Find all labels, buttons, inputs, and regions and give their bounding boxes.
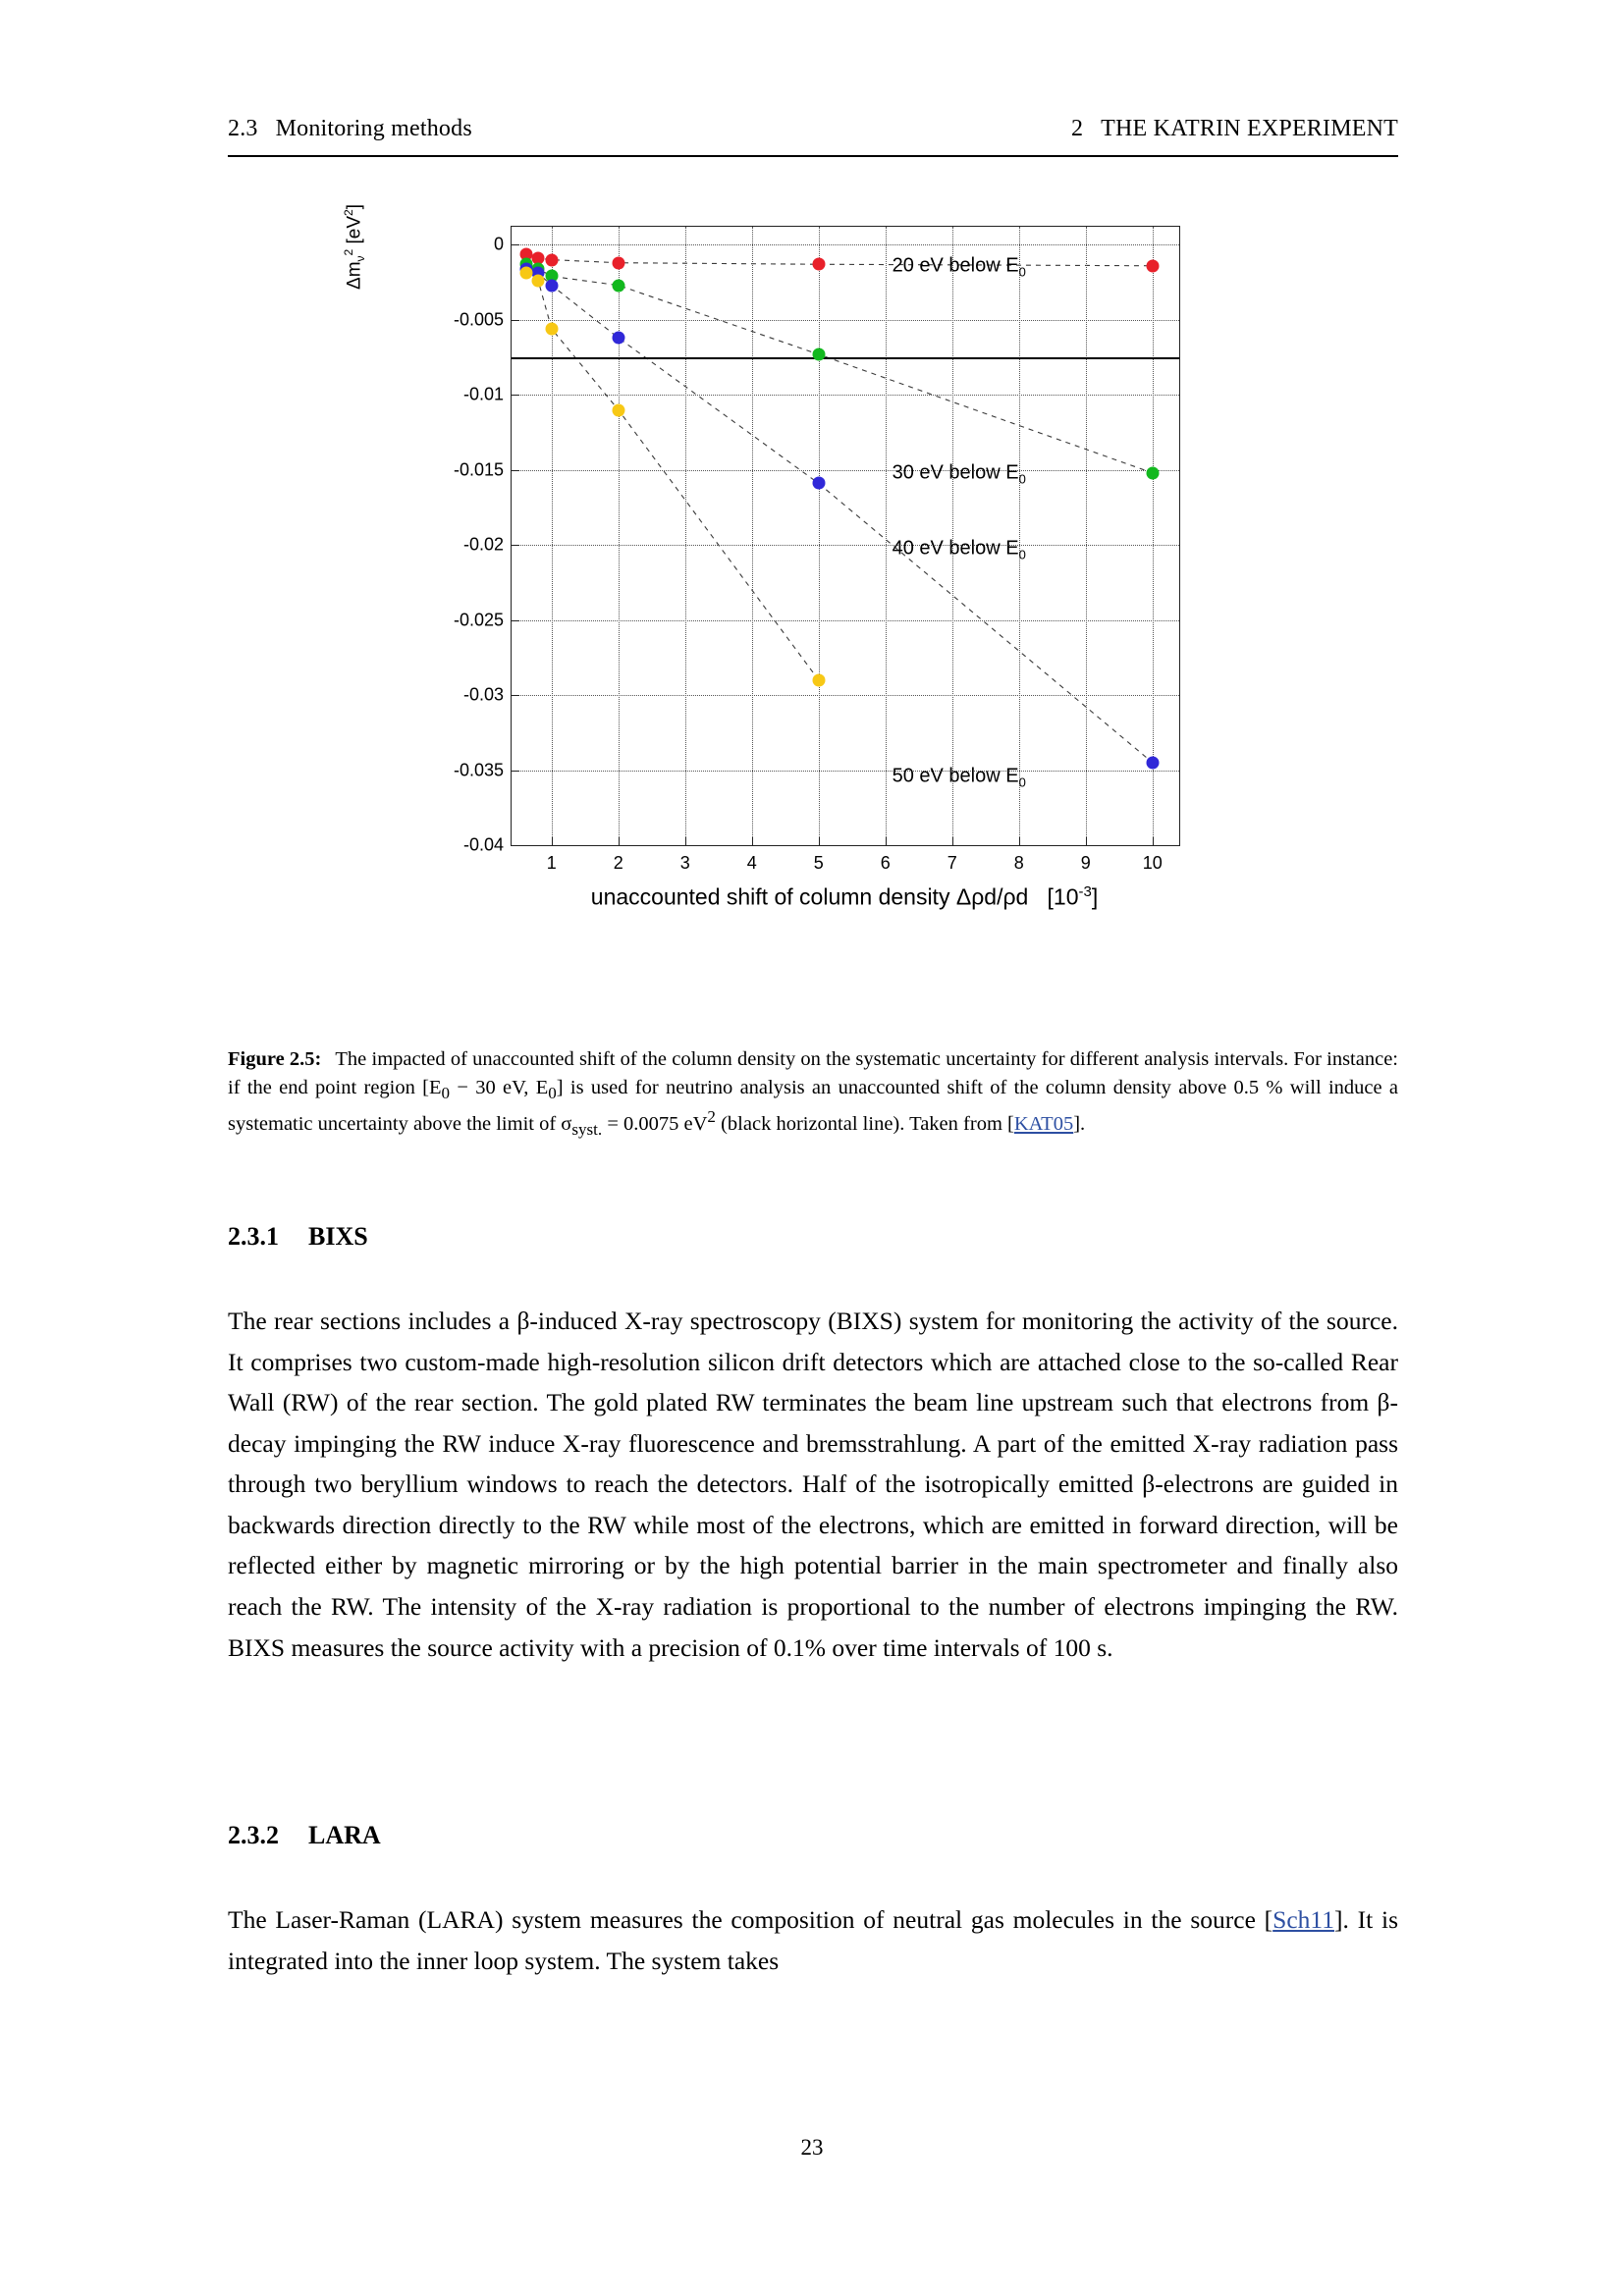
paragraph-lara-suffix: ]. It is integrated into the inner loop system. The system takes <box>228 1905 1398 1975</box>
x-tickmark <box>685 837 686 845</box>
running-head <box>228 116 1398 142</box>
caption-sub-2: 0 <box>548 1084 557 1103</box>
y-gridline <box>512 320 1179 321</box>
data-point <box>612 279 624 292</box>
y-tickmark <box>512 395 519 396</box>
series-line <box>526 264 1153 473</box>
figure-caption <box>228 1045 1398 1143</box>
x-tick-label: 7 <box>947 853 957 873</box>
data-point <box>545 253 558 266</box>
plot-annotation: 40 eV below $E_0$ <box>892 537 1026 562</box>
paragraph-lara <box>228 1899 1398 1981</box>
y-tickmark <box>512 771 519 772</box>
x-tick-label: 2 <box>613 853 623 873</box>
y-gridline <box>512 771 1179 772</box>
y-gridline <box>512 395 1179 396</box>
caption-text-5: (black horizontal line). Taken from [ <box>715 1113 1014 1136</box>
x-tick-label: 5 <box>813 853 824 873</box>
y-gridline <box>512 545 1179 546</box>
header-section-number: 2.3 <box>228 116 258 141</box>
data-point <box>812 347 825 360</box>
data-point <box>1146 466 1159 479</box>
heading-2-3-2-title: LARA <box>308 1821 381 1849</box>
header-chapter-number: 2 <box>1070 116 1084 141</box>
plot-area <box>453 226 1180 873</box>
heading-2-3-1-title: BIXS <box>308 1222 368 1251</box>
heading-2-3-1 <box>228 1222 368 1252</box>
caption-text-4: = 0.0075 eV <box>602 1113 708 1136</box>
plot-annotation: 50 eV below $E_0$ <box>892 765 1026 790</box>
y-tickmark <box>512 470 519 471</box>
y-tick-label: -0.005 <box>453 309 504 330</box>
x-tick-label: 3 <box>679 853 690 873</box>
heading-2-3-1-number: 2.3.1 <box>228 1222 279 1251</box>
x-tickmark <box>886 837 887 845</box>
x-tickmark <box>1019 837 1020 845</box>
figure-2-5 <box>342 196 1247 972</box>
x-tickmark <box>952 837 953 845</box>
y-tick-label: -0.025 <box>453 610 504 630</box>
x-tick-label: 8 <box>1013 853 1024 873</box>
data-point <box>1146 756 1159 769</box>
y-tick-label: -0.04 <box>462 834 504 855</box>
x-tick-label: 9 <box>1080 853 1091 873</box>
caption-sub-1: 0 <box>441 1084 451 1103</box>
x-tickmark <box>1153 837 1154 845</box>
y-tick-label: -0.03 <box>462 684 504 705</box>
x-tick-label: 1 <box>546 853 557 873</box>
caption-sub-3: syst. <box>571 1120 603 1140</box>
data-point <box>612 403 624 416</box>
data-point <box>532 275 545 288</box>
data-point <box>545 322 558 335</box>
x-tick-label: 10 <box>1142 853 1163 873</box>
series-line <box>526 273 819 679</box>
x-tick-label: 6 <box>880 853 891 873</box>
caption-text-1: The impacted of unaccounted shift of the column density on the systematic uncertainty for different analysis intervals. For instance: if the end point region [E <box>228 1048 1398 1099</box>
heading-2-3-2 <box>228 1821 381 1850</box>
plot-annotation: 20 eV below $E_0$ <box>892 254 1026 280</box>
data-point <box>612 256 624 269</box>
header-chapter-title: THE KATRIN EXPERIMENT <box>1101 116 1398 141</box>
citation-kat05[interactable]: KAT05 <box>1013 1113 1074 1136</box>
paragraph-bixs: The rear sections includes a β-induced X-ray spectroscopy (BIXS) system for monitoring the activity of the source. It comprises two custom-made high-resolution silicon drift detectors which are attached close to the so-called Rear Wall (RW) of the rear section. The gold plated RW terminates the beam line upstream such that electrons from β-decay impinging the RW induce X-ray fluorescence and bremsstrahlung. A part of the emitted X-ray radiation pass through two beryllium windows to reach the detectors. Half of the isotropically emitted β-electrons are guided in backwards direction directly to the RW while most of the electrons, which are emitted in forward direction, will be reflected either by magnetic mirroring or by the high potential barrier in the main spectrometer and finally also reach the RW. The intensity of the X-ray radiation is proportional to the number of electrons impinging the RW. BIXS measures the source activity with a precision of 0.1% over time intervals of 100 s. <box>228 1307 1398 1662</box>
y-tickmark <box>512 320 519 321</box>
y-tickmark <box>512 695 519 696</box>
y-tickmark <box>512 620 519 621</box>
data-point <box>612 332 624 345</box>
data-point <box>812 258 825 271</box>
running-head-right <box>1071 116 1398 142</box>
y-tick-label: -0.01 <box>462 384 504 404</box>
y-gridline <box>512 695 1179 696</box>
caption-sup-4: 2 <box>707 1107 716 1127</box>
y-tickmark <box>512 244 519 245</box>
y-tick-label: -0.02 <box>462 534 504 555</box>
x-tick-label: 4 <box>746 853 757 873</box>
y-gridline <box>512 620 1179 621</box>
caption-text-6: ]. <box>1073 1113 1086 1136</box>
header-rule <box>228 155 1398 157</box>
y-tick-label: -0.035 <box>453 760 504 780</box>
figure-label: Figure 2.5: <box>228 1048 322 1070</box>
y-gridline <box>512 470 1179 471</box>
heading-2-3-2-number: 2.3.2 <box>228 1821 279 1849</box>
y-tick-label: 0 <box>493 234 504 254</box>
y-tickmark <box>512 845 519 846</box>
x-axis-label: unaccounted shift of column density Δρd/ρd $[10^{-3}]$ <box>590 883 1099 910</box>
paragraph-lara-prefix: The Laser-Raman (LARA) system measures the composition of neutral gas molecules in the source [ <box>228 1905 1273 1934</box>
citation-sch11[interactable]: Sch11 <box>1272 1905 1334 1934</box>
y-tickmark <box>512 545 519 546</box>
data-point <box>812 477 825 490</box>
caption-text-3: ] is used for neutrino analysis an unaccounted shift of the column density above 0.5 % will induce a systematic uncertainty above the limit of σ <box>228 1077 1398 1136</box>
plot-annotation: 30 eV below $E_0$ <box>892 461 1026 487</box>
y-axis-label: $\Delta m_\nu^2$ $[eV^2]$ <box>342 204 368 290</box>
data-point <box>545 279 558 292</box>
y-gridline <box>512 244 1179 245</box>
data-point <box>812 673 825 686</box>
x-tickmark <box>1086 837 1087 845</box>
caption-text-2: − 30 eV, E <box>450 1077 549 1099</box>
data-point <box>1146 259 1159 272</box>
systematic-limit-line <box>512 357 1179 359</box>
x-tickmark <box>752 837 753 845</box>
running-head-left <box>228 116 472 142</box>
page-number: 23 <box>800 2135 824 2160</box>
x-tickmark <box>552 837 553 845</box>
header-section-title: Monitoring methods <box>275 116 472 141</box>
y-tick-label: -0.015 <box>453 459 504 480</box>
data-point <box>519 267 532 280</box>
x-tickmark <box>819 837 820 845</box>
x-tickmark <box>619 837 620 845</box>
